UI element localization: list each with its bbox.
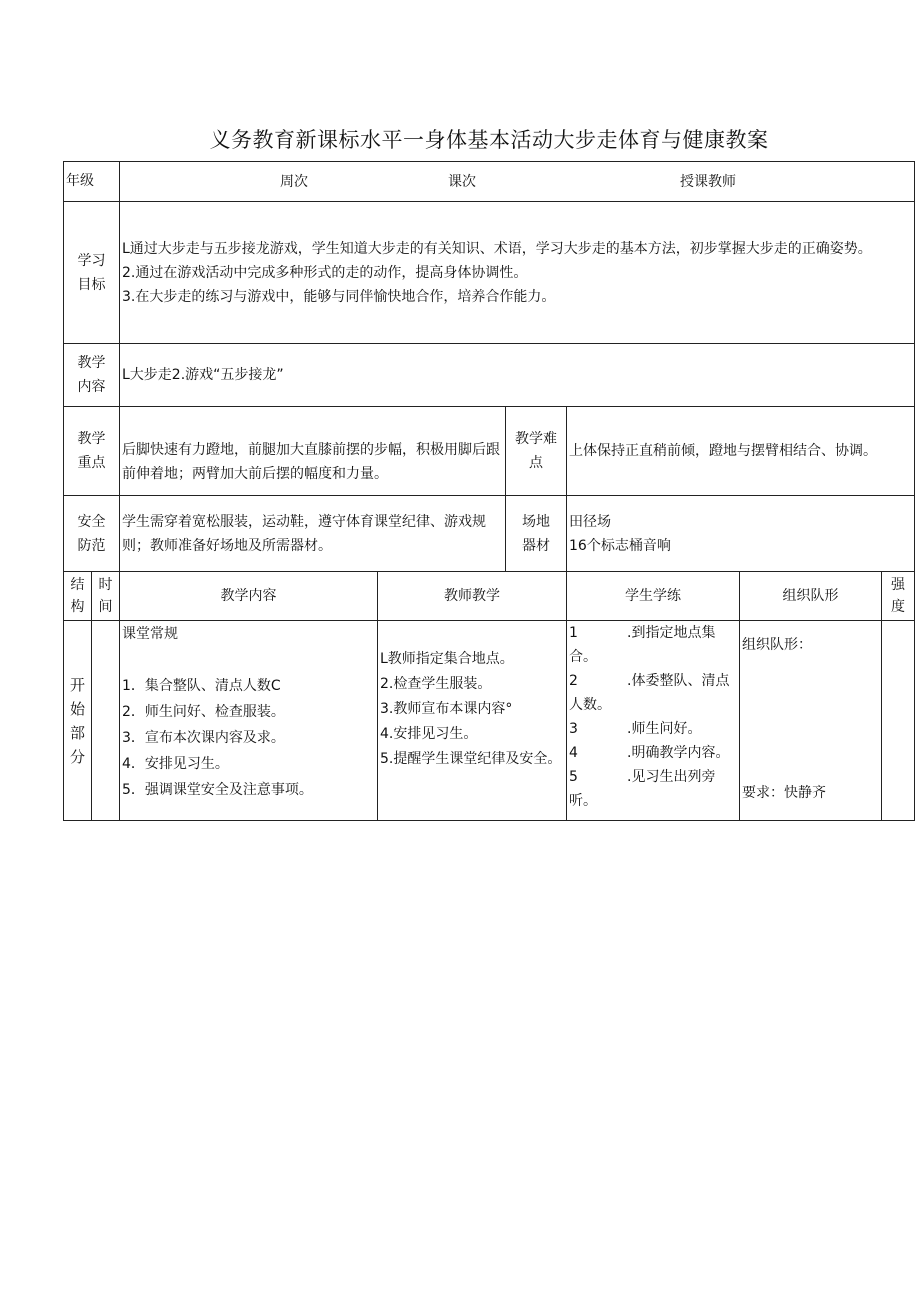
col-time: 时 间 (92, 572, 120, 621)
objective-item: 3.在大步走的练习与游戏中，能够与同伴愉快地合作，培养合作能力。 (122, 288, 556, 305)
opening-intensity-cell (882, 621, 915, 821)
safety-row (64, 496, 915, 572)
key-points-row (64, 407, 915, 496)
grade-label: 年级 (64, 162, 120, 202)
opening-teacher (378, 621, 567, 821)
col-student: 学生学练 (567, 572, 740, 621)
objective-item: 2.通过在游戏活动中完成多种形式的走的动作，提高身体协调性。 (122, 264, 528, 281)
venue-label: 场地 器材 (506, 496, 567, 572)
content-heading: 课堂常规 (122, 626, 178, 642)
difficulty-text: 上体保持正直稍前倾，蹬地与摆臂相结合、协调。 (567, 407, 915, 496)
content-item: 3．宣布本次课内容及求。 (122, 730, 285, 746)
content-item: 1．集合整队、清点人数C (122, 678, 281, 694)
document-title: 义务教育新课标水平一身体基本活动大步走体育与健康教案 (209, 128, 769, 152)
student-item: 2 .体委整队、清点人数。 (569, 673, 730, 713)
content-item: 4．安排见习生。 (122, 756, 229, 772)
formation-requirement: 要求：快静齐 (742, 785, 826, 801)
lesson-plan-table (63, 161, 915, 821)
teacher-item: 2.检查学生服装。 (380, 676, 492, 692)
header-fields (120, 162, 915, 202)
teacher-label: 授课教师 (680, 173, 736, 190)
opening-content (120, 621, 378, 821)
student-item: 4 .明确教学内容。 (569, 745, 730, 761)
formation-label: 组织队形： (742, 637, 812, 653)
col-formation: 组织队形 (740, 572, 882, 621)
teacher-item: 3.教师宣布本课内容° (380, 701, 513, 717)
student-item: 3 .师生问好。 (569, 721, 702, 737)
objectives-label: 学习 目标 (64, 202, 120, 344)
opening-section-label: 开 始 部 分 (64, 621, 92, 821)
teacher-item: 5.提醒学生课堂纪律及安全。 (380, 751, 562, 767)
col-intensity: 强 度 (882, 572, 915, 621)
venue-text: 田径场 16个标志桶音响 (567, 496, 915, 572)
opening-time-cell (92, 621, 120, 821)
content-item: 2．师生问好、检查服装。 (122, 704, 285, 720)
key-points-label: 教学 重点 (64, 407, 120, 496)
key-points-text: 后脚快速有力蹬地，前腿加大直膝前摆的步幅，积极用脚后跟前伸着地；两臂加大前后摆的幅度和力量。 (120, 407, 506, 496)
safety-label: 安全 防范 (64, 496, 120, 572)
opening-section-row (64, 621, 915, 821)
content-label: 教学 内容 (64, 344, 120, 407)
content-item: 5．强调课堂安全及注意事项。 (122, 782, 313, 798)
col-content: 教学内容 (120, 572, 378, 621)
content-row (64, 344, 915, 407)
objectives-row (64, 202, 915, 344)
difficulty-label: 教学难 点 (506, 407, 567, 496)
header-row (64, 162, 915, 202)
teacher-item: 4.安排见习生。 (380, 726, 478, 742)
column-header-row (64, 572, 915, 621)
opening-formation (740, 621, 882, 821)
col-structure: 结 构 (64, 572, 92, 621)
teacher-item: L教师指定集合地点。 (380, 651, 514, 667)
content-text: L大步走2.游戏“五步接龙” (120, 344, 915, 407)
col-teacher: 教师教学 (378, 572, 567, 621)
opening-student (567, 621, 740, 821)
objectives-text (120, 202, 915, 344)
student-item: 5 .见习生出列旁听。 (569, 769, 716, 809)
safety-text: 学生需穿着宽松服装，运动鞋，遵守体育课堂纪律、游戏规则；教师准备好场地及所需器材。 (120, 496, 506, 572)
week-label: 周次 (280, 173, 308, 190)
objective-item: L通过大步走与五步接龙游戏，学生知道大步走的有关知识、术语，学习大步走的基本方法，初步掌握大步走的正确姿势。 (122, 240, 872, 257)
student-item: 1 .到指定地点集合。 (569, 625, 716, 665)
lesson-label: 课次 (448, 173, 476, 190)
